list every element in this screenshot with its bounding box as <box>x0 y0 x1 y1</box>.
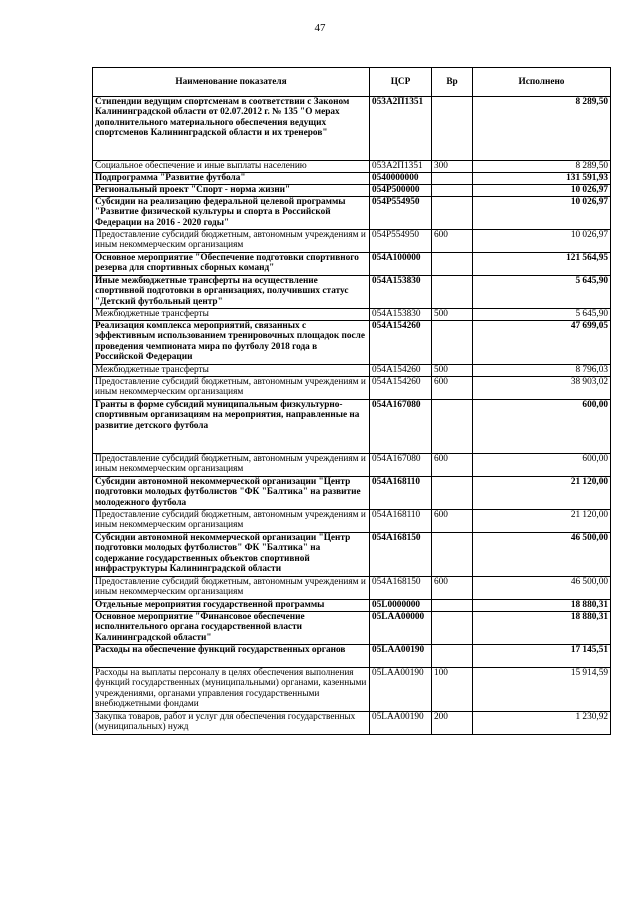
cell-csr: 054Р554950 <box>370 230 432 253</box>
cell-csr: 054А100000 <box>370 253 432 276</box>
cell-value: 5 645,90 <box>473 276 611 309</box>
cell-csr: 054А154260 <box>370 377 432 400</box>
header-csr: ЦСР <box>370 68 432 97</box>
table-row <box>93 377 611 400</box>
cell-value: 18 880,31 <box>473 600 611 612</box>
cell-vr <box>432 253 473 276</box>
table-row <box>93 510 611 533</box>
cell-value: 131 591,93 <box>473 173 611 185</box>
cell-name: Предоставление субсидий бюджетным, автономным учреждениям и иным некоммерческим организациям <box>93 577 370 600</box>
cell-vr <box>432 97 473 161</box>
table-row <box>93 230 611 253</box>
cell-name: Субсидии на реализацию федеральной целевой программы "Развитие физической культуры и спорта в Российской Федерации на 2016 - 2020 годы" <box>93 197 370 230</box>
cell-name: Межбюджетные трансферты <box>93 365 370 377</box>
cell-name: Предоставление субсидий бюджетным, автономным учреждениям и иным некоммерческим организациям <box>93 454 370 477</box>
cell-csr: 054А168110 <box>370 510 432 533</box>
cell-value: 5 645,90 <box>473 309 611 321</box>
cell-vr <box>432 185 473 197</box>
cell-name: Гранты в форме субсидий муниципальным физкультурно-спортивным организациям на мероприятия, направленные на развитие детского футбола <box>93 400 370 454</box>
cell-vr <box>432 477 473 510</box>
table-row <box>93 197 611 230</box>
cell-value: 21 120,00 <box>473 510 611 533</box>
cell-name: Реализация комплекса мероприятий, связанных с эффективным использованием тренировочных площадок после проведения чемпионата мира по футболу 2018 года в Российской Федерации <box>93 321 370 365</box>
cell-name: Предоставление субсидий бюджетным, автономным учреждениям и иным некоммерческим организациям <box>93 230 370 253</box>
table-row <box>93 533 611 577</box>
cell-vr <box>432 321 473 365</box>
cell-csr: 05LAA00190 <box>370 668 432 712</box>
cell-value: 8 289,50 <box>473 161 611 173</box>
cell-value: 18 880,31 <box>473 612 611 645</box>
table-row <box>93 321 611 365</box>
cell-vr: 600 <box>432 577 473 600</box>
cell-value: 600,00 <box>473 454 611 477</box>
table-row <box>93 276 611 309</box>
table-row <box>93 97 611 161</box>
cell-csr: 05LAA00190 <box>370 645 432 668</box>
table-row <box>93 668 611 712</box>
cell-name: Подпрограмма "Развитие футбола" <box>93 173 370 185</box>
cell-value: 1 230,92 <box>473 712 611 735</box>
cell-csr: 054А168150 <box>370 577 432 600</box>
cell-value: 46 500,00 <box>473 577 611 600</box>
table-row <box>93 365 611 377</box>
cell-value: 47 699,05 <box>473 321 611 365</box>
table-header-row <box>93 68 611 97</box>
table-row <box>93 309 611 321</box>
cell-csr: 054А154260 <box>370 365 432 377</box>
cell-name: Расходы на выплаты персоналу в целях обеспечения выполнения функций государственных (муниципальными) органами, казенными учреждениями, органами управления государственными внебюджетными фондами <box>93 668 370 712</box>
cell-csr: 05LAA00000 <box>370 612 432 645</box>
cell-name: Предоставление субсидий бюджетным, автономным учреждениям и иным некоммерческим организациям <box>93 510 370 533</box>
table-row <box>93 600 611 612</box>
cell-vr: 500 <box>432 365 473 377</box>
cell-vr <box>432 400 473 454</box>
cell-vr: 300 <box>432 161 473 173</box>
table-row <box>93 161 611 173</box>
cell-vr: 100 <box>432 668 473 712</box>
cell-vr: 600 <box>432 510 473 533</box>
cell-vr <box>432 197 473 230</box>
cell-value: 15 914,59 <box>473 668 611 712</box>
cell-name: Предоставление субсидий бюджетным, автономным учреждениям и иным некоммерческим организациям <box>93 377 370 400</box>
cell-vr <box>432 600 473 612</box>
cell-vr <box>432 533 473 577</box>
cell-value: 38 903,02 <box>473 377 611 400</box>
cell-csr: 05L0000000 <box>370 600 432 612</box>
cell-vr <box>432 276 473 309</box>
header-vr: Вр <box>432 68 473 97</box>
table-row <box>93 645 611 668</box>
table-row <box>93 173 611 185</box>
table-row <box>93 712 611 735</box>
cell-vr <box>432 612 473 645</box>
budget-table <box>92 67 611 735</box>
cell-value: 46 500,00 <box>473 533 611 577</box>
cell-csr: 053А2П1351 <box>370 161 432 173</box>
cell-csr: 053А2П1351 <box>370 97 432 161</box>
cell-name: Региональный проект "Спорт - норма жизни" <box>93 185 370 197</box>
cell-csr: 05LAA00190 <box>370 712 432 735</box>
table-row <box>93 577 611 600</box>
cell-name: Субсидии автономной некоммерческой организации "Центр подготовки молодых футболистов "ФК "Балтика" на развитие молодежного футбола <box>93 477 370 510</box>
cell-vr: 500 <box>432 309 473 321</box>
cell-name: Иные межбюджетные трансферты на осуществление спортивной подготовки в организациях, получивших статус "Детский футбольный центр" <box>93 276 370 309</box>
cell-value: 121 564,95 <box>473 253 611 276</box>
cell-csr: 054Р500000 <box>370 185 432 197</box>
page-number: 47 <box>314 22 326 34</box>
table-row <box>93 185 611 197</box>
cell-name: Закупка товаров, работ и услуг для обеспечения государственных (муниципальных) нужд <box>93 712 370 735</box>
cell-csr: 054Р554950 <box>370 197 432 230</box>
cell-csr: 054А167080 <box>370 454 432 477</box>
cell-vr <box>432 173 473 185</box>
cell-vr: 600 <box>432 230 473 253</box>
cell-value: 10 026,97 <box>473 197 611 230</box>
table-row <box>93 454 611 477</box>
cell-name: Основное мероприятие "Финансовое обеспечение исполнительного органа государственной власти Калининградской области" <box>93 612 370 645</box>
cell-value: 8 796,03 <box>473 365 611 377</box>
table-row <box>93 400 611 454</box>
cell-csr: 054А168150 <box>370 533 432 577</box>
cell-csr: 054А153830 <box>370 309 432 321</box>
cell-vr <box>432 645 473 668</box>
cell-name: Отдельные мероприятия государственной программы <box>93 600 370 612</box>
table-row <box>93 612 611 645</box>
cell-csr: 054А167080 <box>370 400 432 454</box>
cell-csr: 054А153830 <box>370 276 432 309</box>
table-row <box>93 253 611 276</box>
cell-csr: 054А168110 <box>370 477 432 510</box>
cell-csr: 054А154260 <box>370 321 432 365</box>
cell-vr: 600 <box>432 454 473 477</box>
cell-csr: 0540000000 <box>370 173 432 185</box>
cell-value: 8 289,50 <box>473 97 611 161</box>
cell-value: 21 120,00 <box>473 477 611 510</box>
header-name: Наименование показателя <box>93 68 370 97</box>
table-row <box>93 477 611 510</box>
cell-name: Основное мероприятие "Обеспечение подготовки спортивного резерва для спортивных сборных команд" <box>93 253 370 276</box>
cell-vr: 600 <box>432 377 473 400</box>
cell-value: 600,00 <box>473 400 611 454</box>
cell-name: Стипендии ведущим спортсменам в соответствии с Законом Калининградской области от 02.07.2012 г. № 135 "О мерах дополнительного материального обеспечения ведущих спортсменов Калининградской области и их тренеров" <box>93 97 370 161</box>
cell-name: Социальное обеспечение и иные выплаты населению <box>93 161 370 173</box>
cell-name: Межбюджетные трансферты <box>93 309 370 321</box>
cell-name: Субсидии автономной некоммерческой организации "Центр подготовки молодых футболистов" ФК "Балтика" на содержание государственных объектов спортивной инфраструктуры Калининградской области <box>93 533 370 577</box>
cell-value: 10 026,97 <box>473 185 611 197</box>
cell-name: Расходы на обеспечение функций государственных органов <box>93 645 370 668</box>
cell-value: 17 145,51 <box>473 645 611 668</box>
cell-value: 10 026,97 <box>473 230 611 253</box>
header-executed: Исполнено <box>473 68 611 97</box>
cell-vr: 200 <box>432 712 473 735</box>
